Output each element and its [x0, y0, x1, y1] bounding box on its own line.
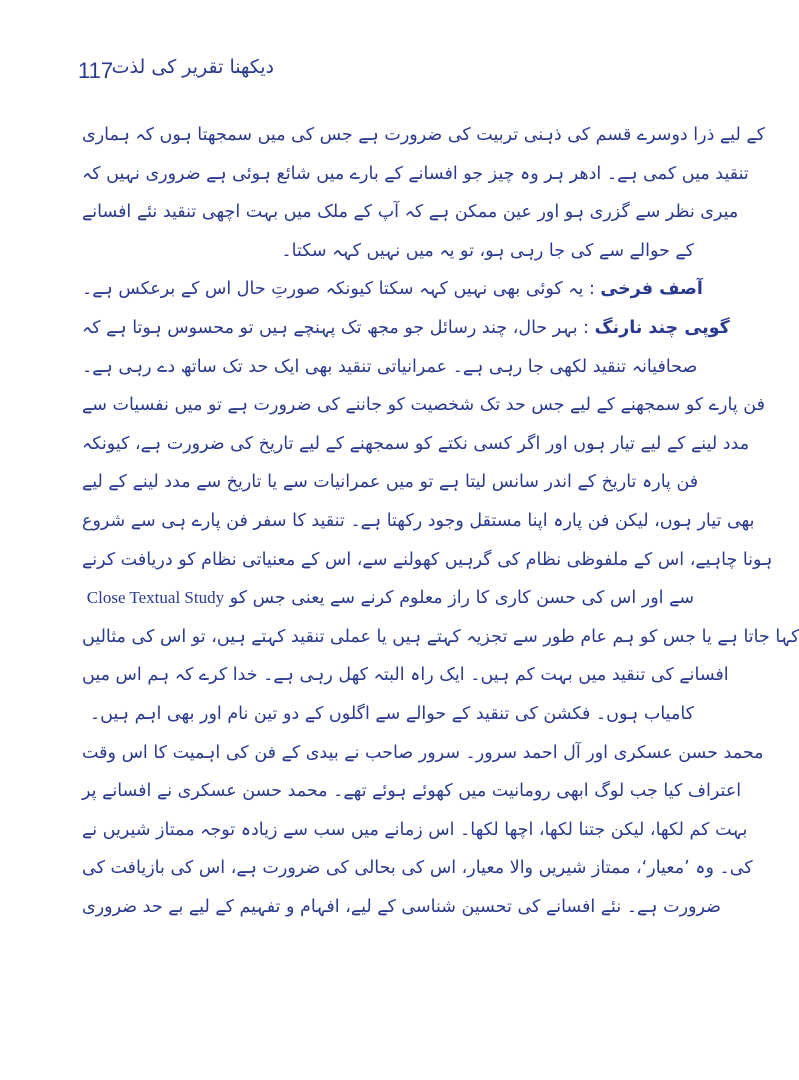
text-line [82, 579, 694, 618]
text-line [82, 270, 703, 309]
text-line [82, 888, 721, 927]
page-header [78, 56, 274, 92]
speaker-name: گوپی چند نارنگ [594, 317, 730, 338]
text-line [82, 772, 742, 811]
text-line [82, 541, 773, 580]
line-text: مدد لینے کے لیے تیار ہوں اور اگر کسی نکتے کو سمجھنے کے لیے تاریخ کی ضرورت ہے، کیونکہ [82, 433, 750, 454]
line-text: افسانے کی تنقید میں بہت کم ہیں۔ ایک راہ البتہ کھل رہی ہے۔ خدا کرے کہ ہم اس میں [82, 665, 729, 686]
line-text: کامیاب ہوں۔ فکشن کی تنقید کے حوالے سے اگلوں کے دو تین نام اور بھی اہم ہیں۔ [89, 703, 694, 724]
line-content [82, 202, 738, 222]
line-content [82, 318, 730, 338]
line-text: بہت کم لکھا، لیکن جتنا لکھا، اچھا لکھا۔ اس زمانے میں سب سے زیادہ توجہ ممتاز شیریں نے [82, 819, 748, 840]
line-content [82, 125, 765, 145]
line-text: کہا جاتا ہے یا جس کو ہم عام طور سے تجزیہ کہتے ہیں یا عملی تنقید کہتے ہیں، تو اس کی مثالیں [82, 626, 799, 647]
text-line [82, 386, 765, 425]
line-text: کے حوالے سے کی جا رہی ہو، تو یہ میں نہیں کہہ سکتا۔ [281, 240, 694, 261]
line-content [82, 665, 729, 685]
line-text: ضرورت ہے۔ نئے افسانے کی تحسین شناسی کے لیے، افہام و تفہیم کے لیے بے حد ضروری [82, 896, 721, 917]
line-text: بھی تیار ہوں، لیکن فن پارہ اپنا مستقل وجود رکھتا ہے۔ تنقید کا سفر فن پارے ہی سے شروع [82, 510, 755, 531]
speaker-name: آصف فرخی [600, 279, 703, 300]
latin-term: Close Textual Study [86, 588, 225, 608]
line-text: تنقید میں کمی ہے۔ ادھر ہر وہ چیز جو افسانے کے بارے میں شائع ہوئی ہے ضروری نہیں کہ [82, 163, 749, 184]
line-content [82, 550, 772, 570]
text-line [82, 348, 698, 387]
line-text: : بہر حال، چند رسائل جو مجھ تک پہنچے ہیں تو محسوس ہوتا ہے کہ [82, 317, 590, 338]
text-line [82, 811, 748, 850]
line-content [82, 395, 765, 415]
line-text: محمد حسن عسکری اور آل احمد سرور۔ سرور صاحب نے بیدی کے فن کی اہمیت کا اس وقت [82, 742, 764, 763]
line-content [82, 357, 697, 377]
text-line [82, 309, 730, 348]
line-content [82, 279, 703, 299]
text-line [82, 232, 694, 271]
text-line [82, 155, 749, 194]
line-content [82, 627, 799, 647]
line-text: صحافیانہ تنقید لکھی جا رہی ہے۔ عمرانیاتی تنقید بھی ایک حد تک ساتھ دے رہی ہے۔ [82, 356, 698, 377]
line-content [90, 704, 694, 724]
line-content [82, 858, 753, 878]
page-number: 117 [78, 58, 114, 83]
text-line [82, 502, 755, 541]
line-content [82, 781, 741, 801]
text-line [82, 618, 799, 657]
text-line [82, 463, 699, 502]
line-text: فن پارے کو سمجھنے کے لیے جس حد تک شخصیت کو جاننے کی ضرورت ہے تو میں نفسیات سے [82, 395, 765, 416]
running-title: دیکھنا تقریر کی لذت [111, 56, 274, 78]
line-content [82, 743, 764, 763]
line-text: اعتراف کیا جب لوگ ابھی رومانیت میں کھوئے ہوئے تھے۔ محمد حسن عسکری نے افسانے پر [82, 781, 742, 802]
line-text: فن پارہ تاریخ کے اندر سانس لیتا ہے تو میں عمرانیات سے یا تاریخ سے مدد لینے کے لیے [82, 472, 699, 493]
text-line [82, 695, 694, 734]
text-line [82, 425, 750, 464]
line-content [82, 820, 747, 840]
line-content [281, 241, 694, 261]
line-content [82, 164, 749, 184]
line-content [82, 434, 749, 454]
line-text: میری نظر سے گزری ہو اور عین ممکن ہے کہ آپ کے ملک میں بہت اچھی تنقید نئے افسانے [82, 202, 739, 223]
line-text: سے اور اس کی حسن کاری کا راز معلوم کرنے سے یعنی جس کو [229, 588, 694, 609]
body-text [82, 116, 799, 926]
line-content [87, 588, 694, 608]
text-line [82, 116, 765, 155]
line-content [82, 472, 698, 492]
line-content [82, 897, 721, 917]
line-content [82, 511, 755, 531]
text-line [82, 656, 729, 695]
line-text: کے لیے ذرا دوسرے قسم کی ذہنی تربیت کی ضرورت ہے جس کی میں سمجھتا ہوں کہ ہماری [82, 125, 765, 145]
line-text: کی۔ وہ ’معیار‘، ممتاز شیریں والا معیار، اس کی بحالی کی ضرورت ہے، اس کی بازیافت کی [82, 858, 753, 879]
line-text: ہونا چاہیے، اس کے ملفوظی نظام کی گرہیں کھولنے سے، اس کے معنیاتی نظام کو دریافت کرنے [82, 549, 773, 570]
text-line [82, 193, 739, 232]
text-line [82, 734, 764, 773]
line-text: : یہ کوئی بھی نہیں کہہ سکتا کیونکہ صورتِ حال اس کے برعکس ہے۔ [82, 279, 595, 300]
text-line [82, 849, 753, 888]
